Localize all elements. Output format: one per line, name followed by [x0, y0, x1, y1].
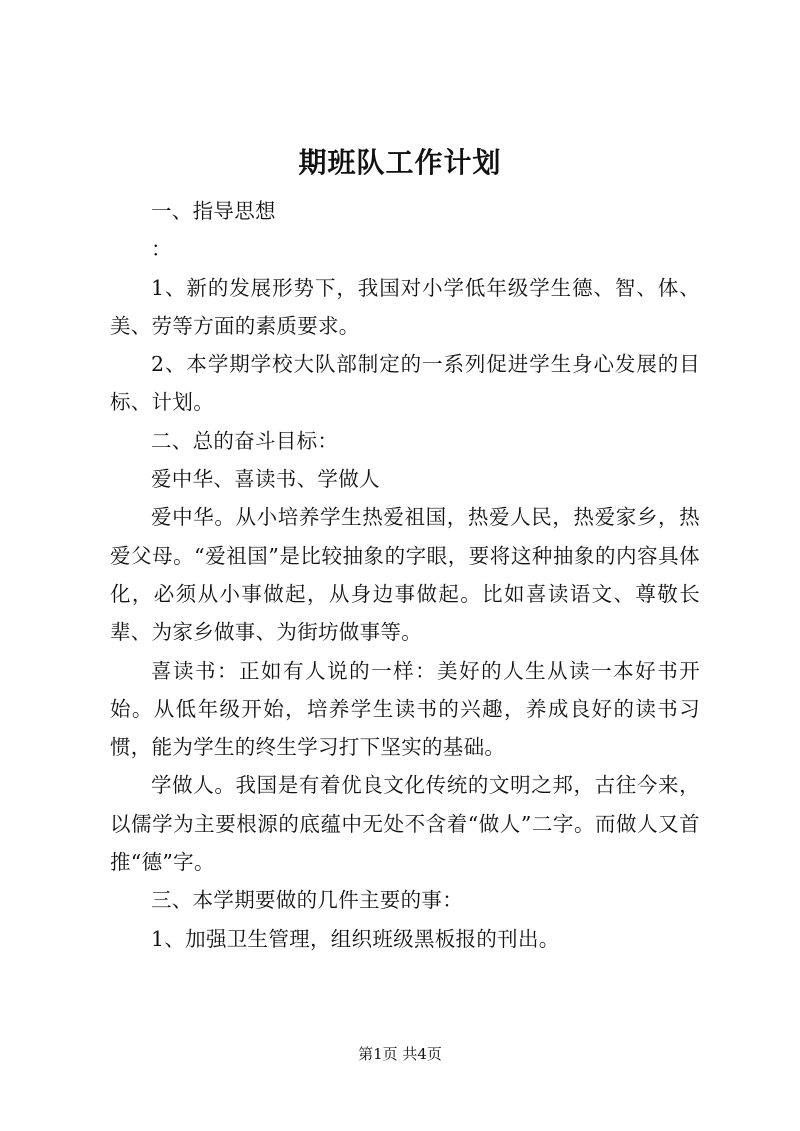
paragraph-love-reading: 喜读书：正如有人说的一样：美好的人生从读一本好书开始。从低年级开始，培养学生读书的兴趣，养成良好的读书习惯，能为学生的终生学习打下坚实的基础。 — [110, 658, 700, 760]
document-body — [110, 192, 700, 958]
heading-main-tasks: 三、本学期要做的几件主要的事： — [151, 888, 463, 913]
heading-overall-goal: 二、总的奋斗目标： — [151, 428, 339, 453]
heading-guiding-ideology: 一、指导思想 — [151, 199, 276, 223]
paragraph-colon: ： — [151, 237, 172, 262]
paragraph-task-1: 1、加强卫生管理，组织班级黑板报的刊出。 — [151, 926, 560, 951]
paragraph-love-china: 爱中华。从小培养学生热爱祖国，热爱人民，热爱家乡，热爱父母。“爱祖国”是比较抽象的字眼，要将这种抽象的内容具体化，必须从小事做起，从身边事做起。比如喜读语文、尊敬长辈、为家乡做事、为街坊做事等。 — [110, 505, 700, 645]
paragraph-learn-to-be-human: 学做人。我国是有着优良文化传统的文明之邦，古往今来，以儒学为主要根源的底蕴中无处不含着“做人”二字。而做人又首推“德”字。 — [110, 773, 700, 875]
paragraph-item-2: 2、本学期学校大队部制定的一系列促进学生身心发展的目标、计划。 — [110, 352, 700, 415]
page-footer: 第1页 共4页 — [358, 1045, 442, 1063]
paragraph-item-1: 1、新的发展形势下，我国对小学低年级学生德、智、体、美、劳等方面的素质要求。 — [110, 275, 700, 338]
document-title: 期班队工作计划 — [298, 146, 502, 179]
paragraph-slogan: 爱中华、喜读书、学做人 — [151, 467, 380, 492]
